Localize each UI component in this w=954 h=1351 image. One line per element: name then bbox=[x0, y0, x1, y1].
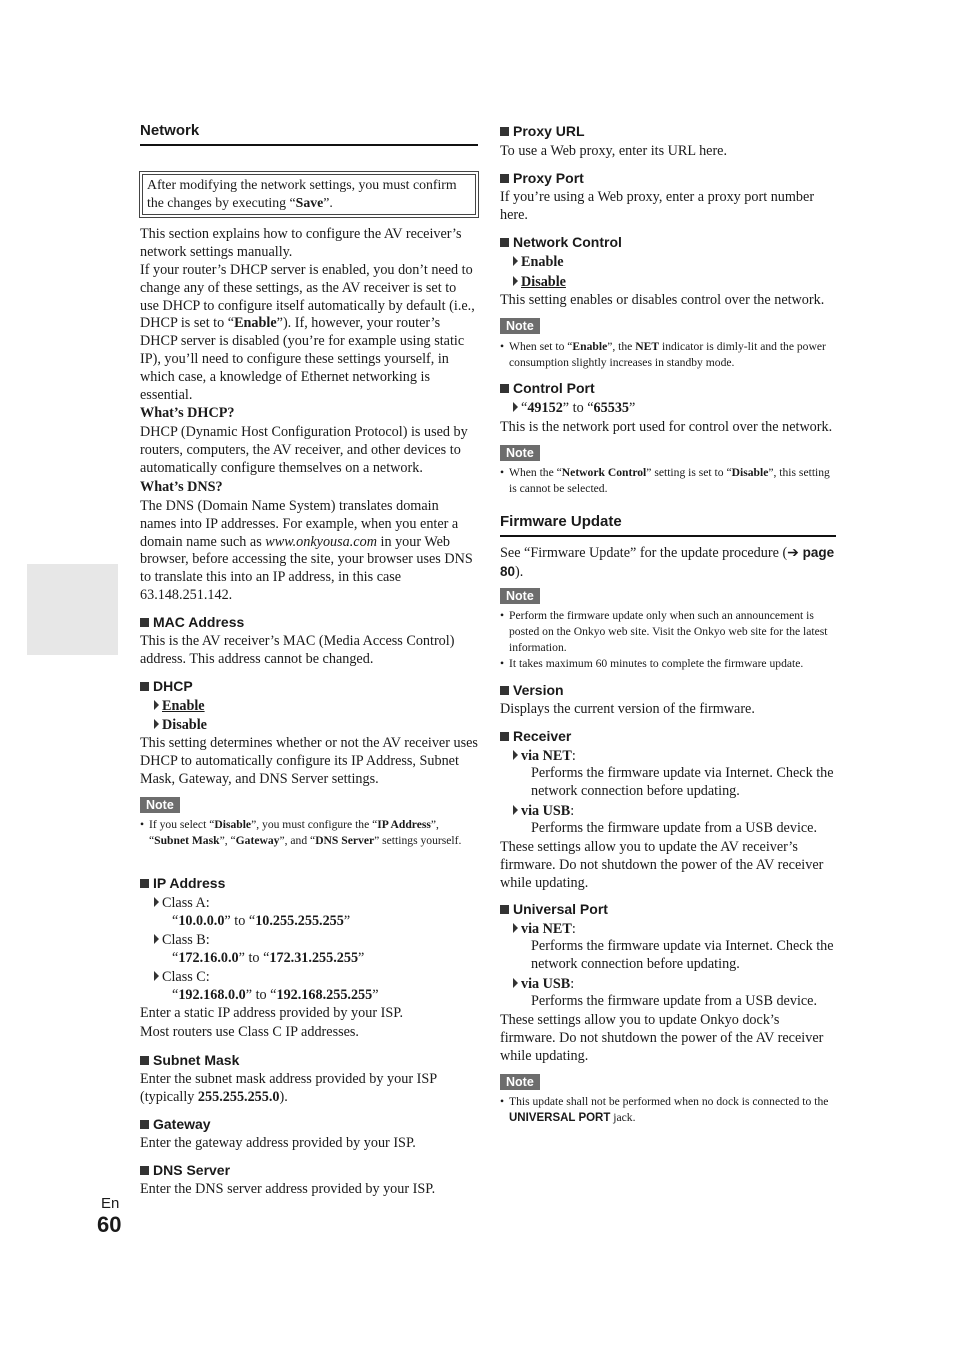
intro-paragraph-2: If your router’s DHCP server is enabled, you don’t need to change any of these settings, as the AV receiver is set to use DHCP to configure itself automatically by default (i.e., DHCP is set to “Enable”). If, however, your router’s DHCP server is disabled (you’re for example using static IP), you’ll need to configure these settings yourself, in which case, a knowledge of Ethernet networking is essential. bbox=[140, 262, 475, 403]
receiver-via-usb: via USB: bbox=[513, 802, 574, 820]
firmware-note-1: • Perform the firmware update only when such an announcement is posted on the Onkyo web site. Visit the Onkyo web site for the latest information. bbox=[500, 609, 828, 654]
control-port-heading: Control Port bbox=[500, 380, 595, 397]
gateway-heading: Gateway bbox=[140, 1116, 211, 1133]
dhcp-text: This setting determines whether or not the AV receiver uses DHCP to automatically configure its IP Address, Subnet Mask, Gateway, and DNS Server settings. bbox=[140, 735, 478, 787]
page-language: En bbox=[101, 1195, 120, 1212]
note-label: Note bbox=[500, 445, 540, 461]
class-a-label: Class A: bbox=[154, 894, 210, 912]
control-port-note: • When the “Network Control” setting is set to “Disable”, this setting is cannot be selected. bbox=[500, 466, 830, 495]
dns-server-heading: DNS Server bbox=[140, 1162, 230, 1179]
triangle-bullet-icon bbox=[513, 750, 518, 760]
whats-dhcp-text: DHCP (Dynamic Host Configuration Protocol) is used by routers, computers, the AV receiver, and other devices to automatically configure themselves on a network. bbox=[140, 424, 468, 476]
version-text: Displays the current version of the firmware. bbox=[500, 701, 755, 717]
square-bullet-icon bbox=[500, 238, 509, 247]
receiver-heading: Receiver bbox=[500, 728, 571, 745]
ip-address-heading: IP Address bbox=[140, 875, 225, 892]
chapter-tab bbox=[27, 564, 118, 655]
triangle-bullet-icon bbox=[154, 934, 159, 944]
network-control-option-disable: Disable bbox=[513, 273, 566, 291]
network-title-rule bbox=[140, 144, 478, 146]
firmware-update-text: See “Firmware Update” for the update procedure (➔ page 80). bbox=[500, 545, 835, 580]
receiver-via-net-text: Performs the firmware update via Internet. Check the network connection before updating. bbox=[531, 765, 834, 799]
whats-dns-heading: What’s DNS? bbox=[140, 479, 223, 495]
page-number: 60 bbox=[97, 1212, 122, 1237]
control-port-text: This is the network port used for control over the network. bbox=[500, 419, 833, 435]
proxy-port-heading: Proxy Port bbox=[500, 170, 584, 187]
square-bullet-icon bbox=[500, 905, 509, 914]
universal-port-note: • This update shall not be performed when no dock is connected to the UNIVERSAL PORT jack. bbox=[500, 1095, 829, 1124]
class-c-range: “192.168.0.0” to “192.168.255.255” bbox=[172, 987, 379, 1003]
square-bullet-icon bbox=[140, 879, 149, 888]
whats-dhcp-heading: What’s DHCP? bbox=[140, 405, 235, 421]
receiver-via-usb-text: Performs the firmware update from a USB device. bbox=[531, 820, 818, 836]
note-label: Note bbox=[500, 588, 540, 604]
triangle-bullet-icon bbox=[513, 805, 518, 815]
dhcp-note: • If you select “Disable”, you must configure the “IP Address”, “Subnet Mask”, “Gateway”, and “DNS Server” settings yourself. bbox=[140, 818, 462, 847]
square-bullet-icon bbox=[140, 1120, 149, 1129]
dns-server-text: Enter the DNS server address provided by your ISP. bbox=[140, 1181, 436, 1197]
version-heading: Version bbox=[500, 682, 564, 699]
network-control-option-enable: Enable bbox=[513, 253, 564, 271]
intro-paragraph-1: This section explains how to configure the AV receiver’s network settings manually. bbox=[140, 226, 462, 260]
dhcp-heading: DHCP bbox=[140, 678, 193, 695]
class-b-range: “172.16.0.0” to “172.31.255.255” bbox=[172, 950, 365, 966]
whats-dns-text: The DNS (Domain Name System) translates domain names into IP addresses. For example, when you enter a domain name such as www.onkyousa.com in your Web browser, before accessing the site, your browser uses DNS to translate this into an IP address, in this case 63.148.251.142. bbox=[140, 498, 473, 603]
triangle-bullet-icon bbox=[513, 978, 518, 988]
square-bullet-icon bbox=[500, 686, 509, 695]
square-bullet-icon bbox=[140, 682, 149, 691]
universal-port-via-net-text: Performs the firmware update via Internet. Check the network connection before updating. bbox=[531, 938, 834, 972]
firmware-title-rule bbox=[500, 535, 836, 537]
proxy-url-heading: Proxy URL bbox=[500, 123, 585, 140]
universal-port-heading: Universal Port bbox=[500, 901, 608, 918]
triangle-bullet-icon bbox=[154, 971, 159, 981]
triangle-bullet-icon bbox=[154, 700, 159, 710]
mac-address-heading: MAC Address bbox=[140, 614, 244, 631]
note-label: Note bbox=[140, 797, 180, 813]
square-bullet-icon bbox=[500, 127, 509, 136]
universal-port-via-net: via NET: bbox=[513, 920, 576, 938]
subnet-mask-text: Enter the subnet mask address provided by your ISP (typically 255.255.255.0). bbox=[140, 1071, 437, 1105]
subnet-mask-heading: Subnet Mask bbox=[140, 1052, 239, 1069]
proxy-port-text: If you’re using a Web proxy, enter a proxy port number here. bbox=[500, 189, 815, 223]
dhcp-option-disable: Disable bbox=[154, 716, 207, 734]
mac-address-text: This is the AV receiver’s MAC (Media Access Control) address. This address cannot be changed. bbox=[140, 633, 455, 667]
class-b-label: Class B: bbox=[154, 931, 210, 949]
universal-port-text: These settings allow you to update Onkyo dock’s firmware. Do not shutdown the power of the AV receiver while updating. bbox=[500, 1012, 824, 1064]
receiver-text: These settings allow you to update the AV receiver’s firmware. Do not shutdown the power of the AV receiver while updating. bbox=[500, 839, 824, 891]
firmware-update-title: Firmware Update bbox=[500, 513, 622, 530]
firmware-note-2: • It takes maximum 60 minutes to complete the firmware update. bbox=[500, 657, 804, 670]
note-label: Note bbox=[500, 318, 540, 334]
universal-port-via-usb-text: Performs the firmware update from a USB device. bbox=[531, 993, 818, 1009]
triangle-bullet-icon bbox=[513, 276, 518, 286]
control-port-range: “49152” to “65535” bbox=[513, 399, 635, 417]
ip-text-1: Enter a static IP address provided by your ISP. bbox=[140, 1005, 404, 1021]
square-bullet-icon bbox=[500, 384, 509, 393]
network-control-note: • When set to “Enable”, the NET indicator is dimly-lit and the power consumption slightly increases in standby mode. bbox=[500, 340, 826, 369]
square-bullet-icon bbox=[140, 1056, 149, 1065]
network-title: Network bbox=[140, 122, 200, 139]
dhcp-option-enable: Enable bbox=[154, 697, 205, 715]
triangle-bullet-icon bbox=[154, 897, 159, 907]
proxy-url-text: To use a Web proxy, enter its URL here. bbox=[500, 143, 728, 159]
gateway-text: Enter the gateway address provided by your ISP. bbox=[140, 1135, 416, 1151]
square-bullet-icon bbox=[500, 732, 509, 741]
triangle-bullet-icon bbox=[154, 719, 159, 729]
arrow-right-icon: ➔ bbox=[787, 545, 800, 561]
class-a-range: “10.0.0.0” to “10.255.255.255” bbox=[172, 913, 351, 929]
square-bullet-icon bbox=[500, 174, 509, 183]
receiver-via-net: via NET: bbox=[513, 747, 576, 765]
save-reminder-text: After modifying the network settings, you must confirm the changes by executing “Save”. bbox=[147, 177, 457, 210]
universal-port-via-usb: via USB: bbox=[513, 975, 574, 993]
triangle-bullet-icon bbox=[513, 402, 518, 412]
triangle-bullet-icon bbox=[513, 256, 518, 266]
triangle-bullet-icon bbox=[513, 923, 518, 933]
network-control-text: This setting enables or disables control over the network. bbox=[500, 292, 825, 308]
ip-text-2: Most routers use Class C IP addresses. bbox=[140, 1024, 359, 1040]
note-label: Note bbox=[500, 1074, 540, 1090]
class-c-label: Class C: bbox=[154, 968, 210, 986]
square-bullet-icon bbox=[140, 1166, 149, 1175]
network-control-heading: Network Control bbox=[500, 234, 622, 251]
square-bullet-icon bbox=[140, 618, 149, 627]
